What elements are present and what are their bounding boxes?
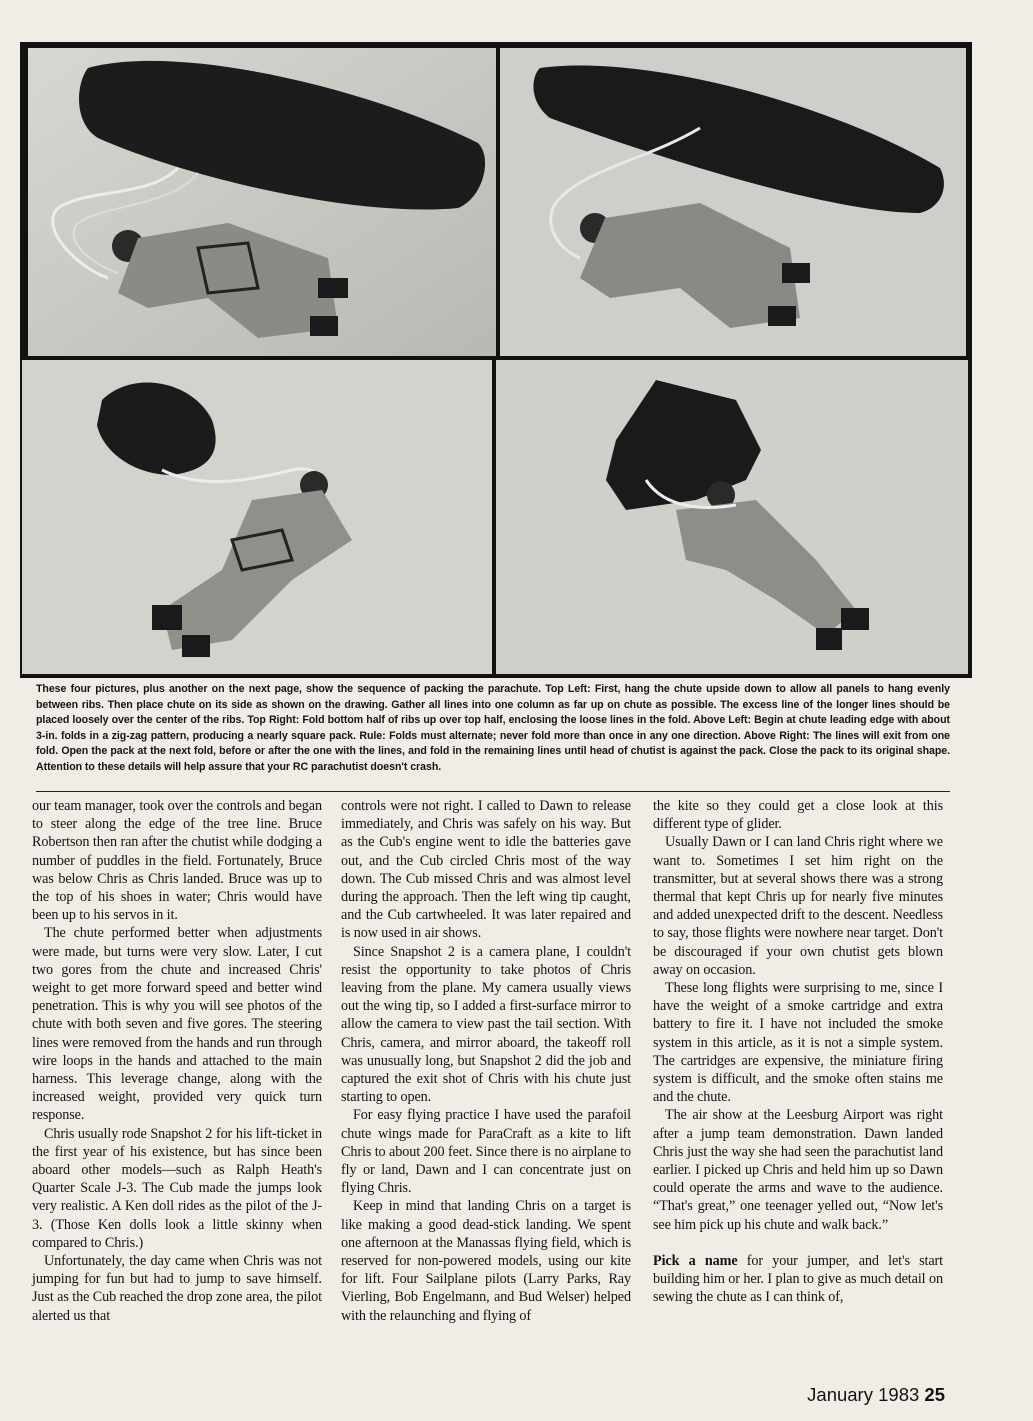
paragraph-text: for your jumper, and let's start building him or her. I plan to give as much detail on sewing the chute as I can think of, <box>653 1252 944 1306</box>
paragraph: our team manager, took over the controls and began to steer along the edge of the tree line. Bruce Robertson then ran after the chutist while dodging a number of puddles in the field. Fortunately, Bruce was below Chris as Chris landed. Bruce was up to the top of his shoes in water; Chris would have been up to his servos in it. <box>32 798 322 924</box>
section-lead-in: Pick a name <box>653 1252 738 1269</box>
issue-date: January 1983 <box>807 1384 920 1405</box>
paragraph: Since Snapshot 2 is a camera plane, I couldn't resist the opportunity to take photos of Chris leaving from the plane. My camera usually views out the wing tip, so I added a first-surface mirror to allow the camera to view past the tail section. With Chris, camera, and mirror aboard, the takeoff roll was unusually long, but Snapshot 2 did the job and captured the exit shot of Chris with his chute just starting to open. <box>341 943 631 1106</box>
text-column-2 <box>341 797 631 1325</box>
paragraph: the kite so they could get a close look at this different type of glider. <box>653 798 943 833</box>
paragraph: Usually Dawn or I can land Chris right where we want to. Sometimes I set him right on the transmitter, but at several shows there was a strong thermal that kept Chris up for nearly five minutes and added unexpected drift to the descent. Needless to say, those flights were nowhere near target. Don't be discouraged if your own chutist gets blown away on occasion. <box>653 834 943 978</box>
paragraph: The air show at the Leesburg Airport was right after a jump team demonstration. Dawn landed Chris just the way she had seen the parachutist land earlier. I picked up Chris and held him up so Dawn could operate the arms and wave to the audience. “That's great,” one teenager yelled out, “Now let's see him pick up his chute and walk back.” <box>653 1107 943 1233</box>
paragraph <box>653 1252 943 1307</box>
page-number: 25 <box>924 1384 945 1405</box>
paragraph: controls were not right. I called to Dawn to release immediately, and Chris was safely on his way. But as the Cub's engine went to idle the batteries gave out, and the Cub circled Chris most of the way down. The Cub missed Chris and was almost level during the approach. Then the left wing tip caught, and the Cub cartwheeled. It was later repaired and is now used in air shows. <box>341 798 631 942</box>
paragraph: Unfortunately, the day came when Chris was not jumping for fun but had to jump to save himself. Just as the Cub reached the drop zone area, the pilot alerted us that <box>32 1253 322 1324</box>
paragraph: Chris usually rode Snapshot 2 for his lift-ticket in the first year of his existence, but has since been aboard other models—such as Ralph Heath's Quarter Scale J-3. The Cub made the jumps look very realistic. A Ken doll rides as the pilot of the J-3. (Those Ken dolls look a little skinny when compared to Chris.) <box>32 1125 322 1251</box>
paragraph: Keep in mind that landing Chris on a target is like making a good dead-stick landing. We spent one afternoon at the Manassas flying field, which is reserved for non-powered models, using our kite for lift. Four Sailplane pilots (Larry Parks, Ray Vierling, Bob Engelmann, and Bud Welser) helped with the relaunching and flying of <box>341 1198 631 1324</box>
photo-top-right <box>500 48 966 356</box>
paragraph: The chute performed better when adjustments were made, but turns were very slow. Later, I cut two gores from the chute and increased Chris' weight to get more forward speed and better wind penetration. This is why you will see photos of the chute with both seven and five gores. The steering lines were removed from the hands and run through wire loops in the hands and attached to the main harness. This leverage change, along with the increased weight, provided very quick turn response. <box>32 925 322 1124</box>
photo-above-right <box>496 360 968 674</box>
paragraph: These long flights were surprising to me, since I have the weight of a smoke cartridge and extra battery to fire it. I have not included the smoke system in this article, as it is not a simple system. The cartridges are expensive, the miniature firing system is difficult, and the smoke often stains me and the chute. <box>653 980 943 1106</box>
photo-caption: These four pictures, plus another on the next page, show the sequence of packing the parachute. Top Left: First, hang the chute upside down to allow all panels to hang evenly between ribs. Then place chute on its side as shown on the drawing. Gather all lines into one column as far up on chute as possible. The excess line of the longer lines should be placed loosely over the center of the ribs. Top Right: Fold bottom half of ribs up over top half, enclosing the loose lines in the fold. Above Left: Begin at chute leading edge with about 3-in. folds in a zig-zag pattern, producing a nearly square pack. Rule: Folds must alternate; never fold more than once in any one direction. Above Right: The lines will exit from one fold. Open the pack at the next fold, before or after the one with the lines, and fold in the remaining lines until head of chutist is against the pack. Close the pack to its original shape. Attention to these details will help assure that your RC parachutist doesn't crash. <box>36 683 950 773</box>
page-footer <box>807 1384 945 1406</box>
paragraph: For easy flying practice I have used the parafoil chute wings made for ParaCraft as a kite to lift Chris to about 200 feet. Since there is no airplane to fly or land, Dawn and I can concentrate just on flying Chris. <box>341 1107 631 1197</box>
photo-grid <box>20 42 972 678</box>
photo-above-left <box>22 360 492 674</box>
text-column-3 <box>653 797 943 1306</box>
caption-rule <box>36 791 950 792</box>
text-column-1 <box>32 797 322 1325</box>
photo-top-left <box>28 48 496 356</box>
paragraph-gap <box>653 1234 943 1252</box>
